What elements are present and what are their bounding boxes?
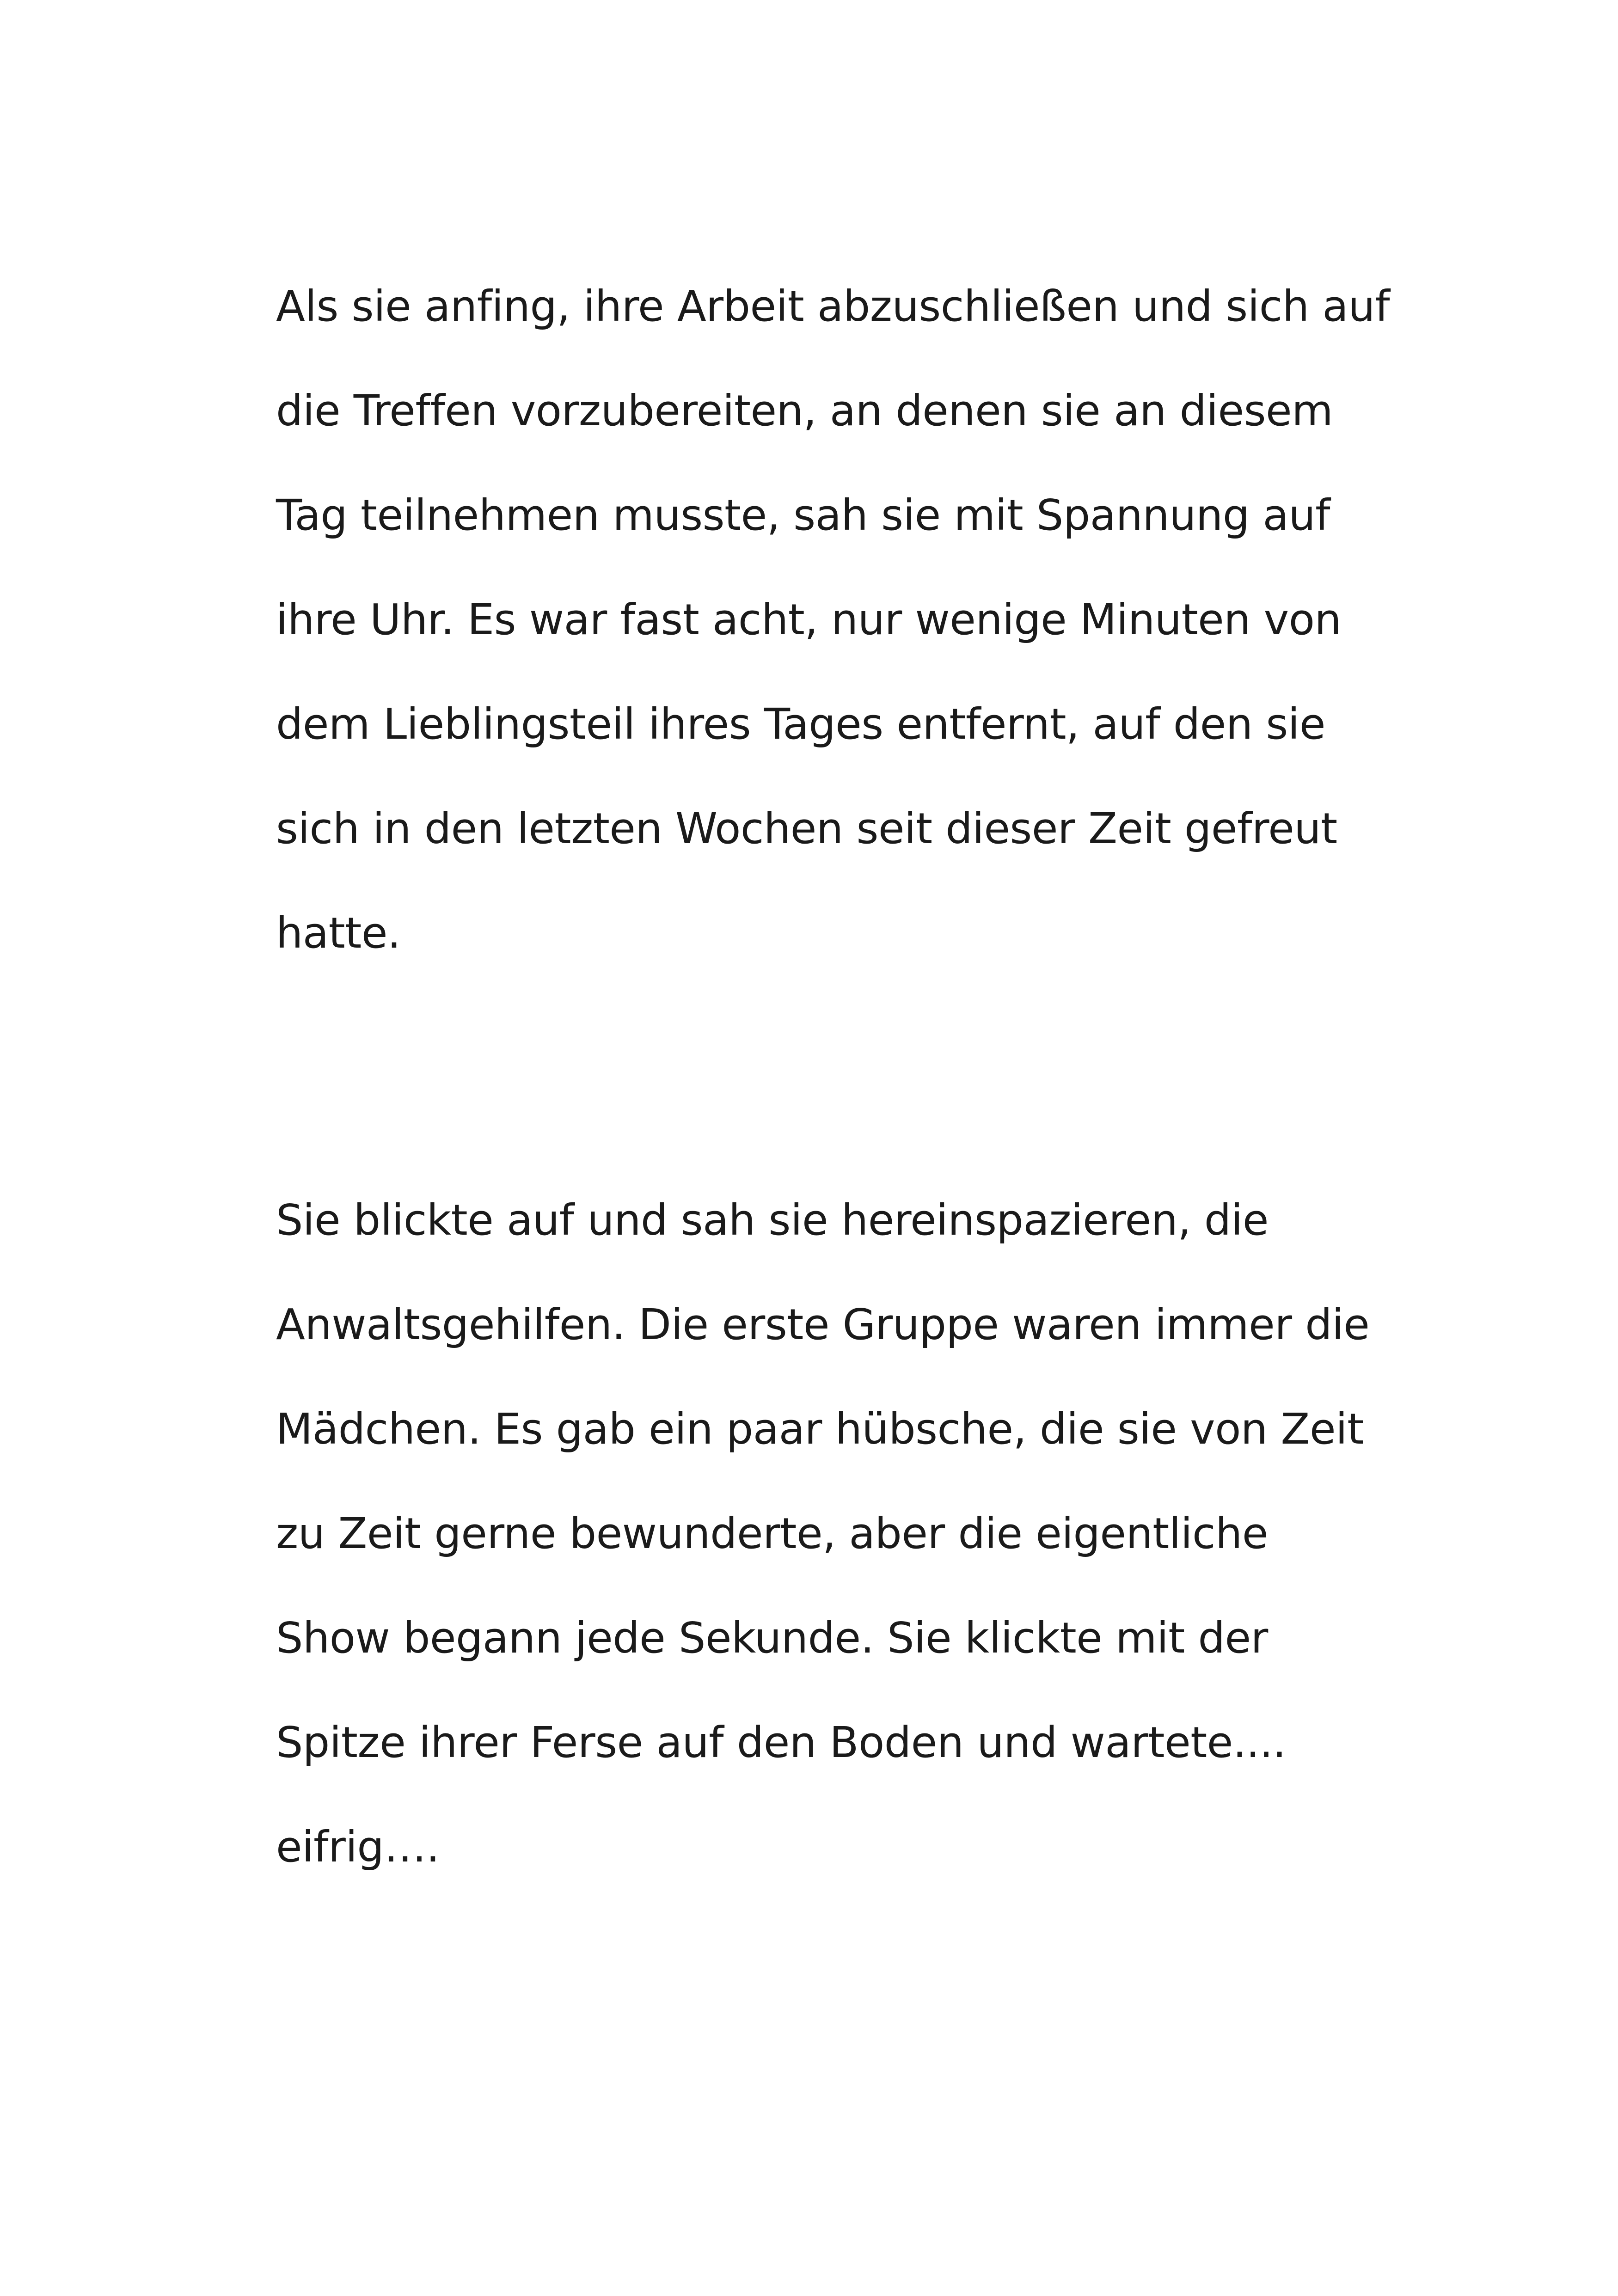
paragraph-line: hatte. (276, 908, 401, 958)
paragraph-line: dem Lieblingsteil ihres Tages entfernt, auf den sie (276, 699, 1325, 749)
paragraph-line: die Treffen vorzubereiten, an denen sie an diesem (276, 386, 1333, 435)
paragraph-line: Anwaltsgehilfen. Die erste Gruppe waren immer die (276, 1300, 1370, 1349)
paragraph-line: zu Zeit gerne bewunderte, aber die eigentliche (276, 1509, 1268, 1558)
paragraph-2 (276, 1187, 1432, 1918)
paragraph-line: eifrig…. (276, 1822, 440, 1872)
paragraph-line: ihre Uhr. Es war fast acht, nur wenige Minuten von (276, 595, 1342, 644)
paragraph-line: Mädchen. Es gab ein paar hübsche, die sie von Zeit (276, 1404, 1364, 1454)
paragraph-line: Tag teilnehmen musste, sah sie mit Spannung auf (276, 490, 1330, 540)
paragraph-line: sich in den letzten Wochen seit dieser Zeit gefreut (276, 804, 1337, 853)
paragraph-line: Show begann jede Sekunde. Sie klickte mit der (276, 1613, 1268, 1663)
paragraph-line: Als sie anfing, ihre Arbeit abzuschließen und sich auf (276, 282, 1390, 331)
paragraph-1 (276, 273, 1432, 1004)
paragraph-line: Spitze ihrer Ferse auf den Boden und wartete.... (276, 1718, 1286, 1767)
paragraph-line: Sie blickte auf und sah sie hereinspazieren, die (276, 1195, 1269, 1245)
